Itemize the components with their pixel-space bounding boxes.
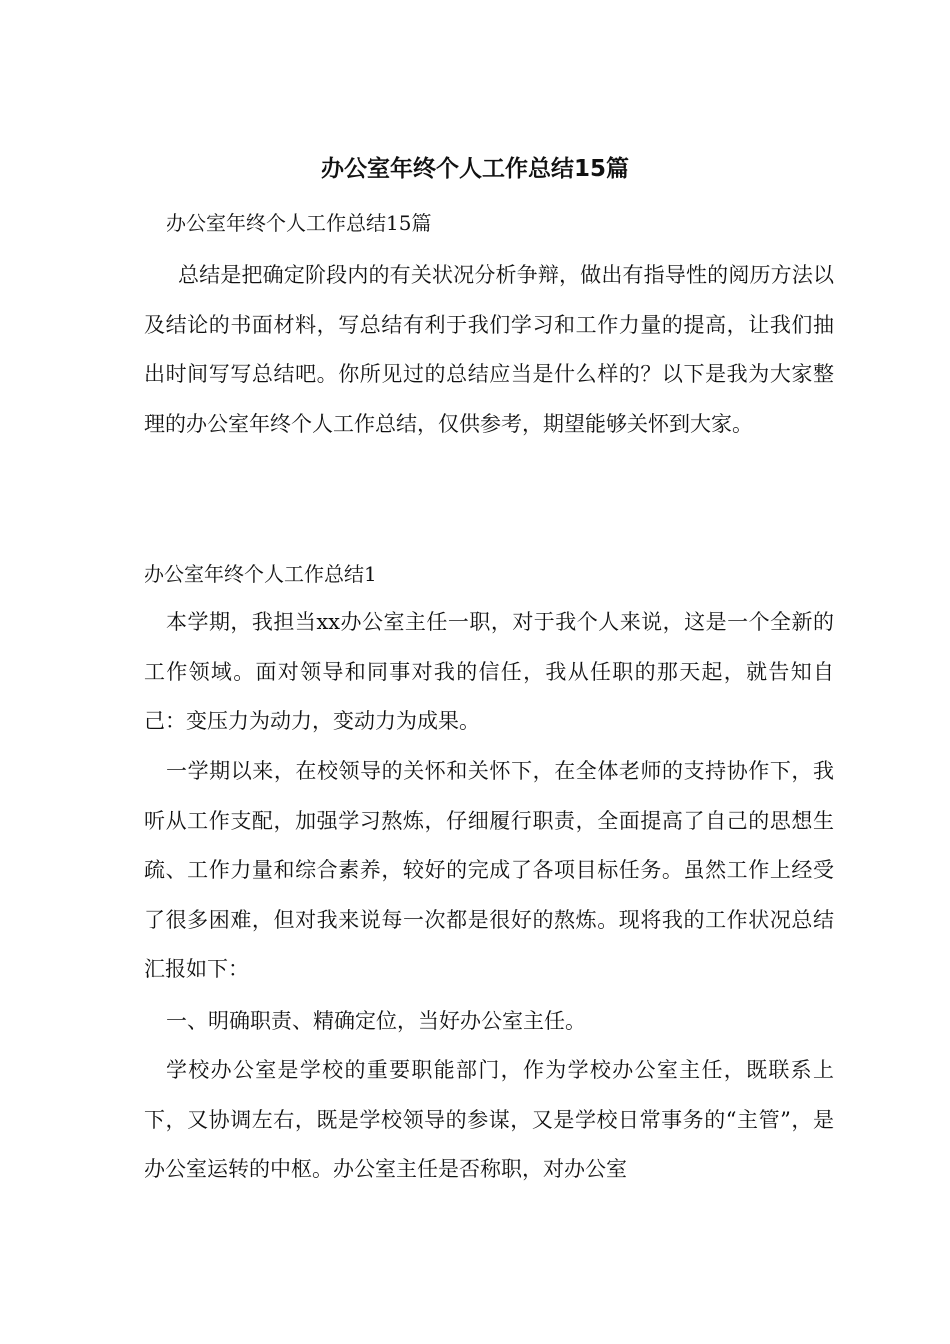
- body-paragraph-1: 本学期，我担当xx办公室主任一职，对于我个人来说，这是一个全新的工作领域。面对领导和同事对我的信任，我从任职的那天起，就告知自己：变压力为动力，变动力为成果。: [144, 610, 834, 733]
- body-paragraph-2: 一学期以来，在校领导的关怀和关怀下，在全体老师的支持协作下，我听从工作支配，加强学习熬炼，仔细履行职责，全面提高了自己的思想生疏、工作力量和综合素养，较好的完成了各项目标任务。虽然工作上经受了很多困难，但对我来说每一次都是很好的熬炼。现将我的工作状况总结汇报如下：: [144, 759, 834, 981]
- subsection-heading: 一、明确职责、精确定位，当好办公室主任。: [166, 1009, 586, 1033]
- body-paragraph-3: 学校办公室是学校的重要职能部门，作为学校办公室主任，既联系上下，又协调左右，既是学校领导的参谋，又是学校日常事务的“主管”，是办公室运转的中枢。办公室主任是否称职，对办公室: [144, 1058, 834, 1181]
- document-subtitle: 办公室年终个人工作总结15篇: [166, 211, 432, 235]
- intro-paragraph: 总结是把确定阶段内的有关状况分析争辩，做出有指导性的阅历方法以及结论的书面材料，写总结有利于我们学习和工作力量的提高，让我们抽出时间写写总结吧。你所见过的总结应当是什么样的？以下是我为大家整理的办公室年终个人工作总结，仅供参考，期望能够关怀到大家。: [144, 263, 834, 436]
- document-title: 办公室年终个人工作总结15篇: [320, 156, 629, 182]
- section-heading: 办公室年终个人工作总结1: [144, 562, 377, 586]
